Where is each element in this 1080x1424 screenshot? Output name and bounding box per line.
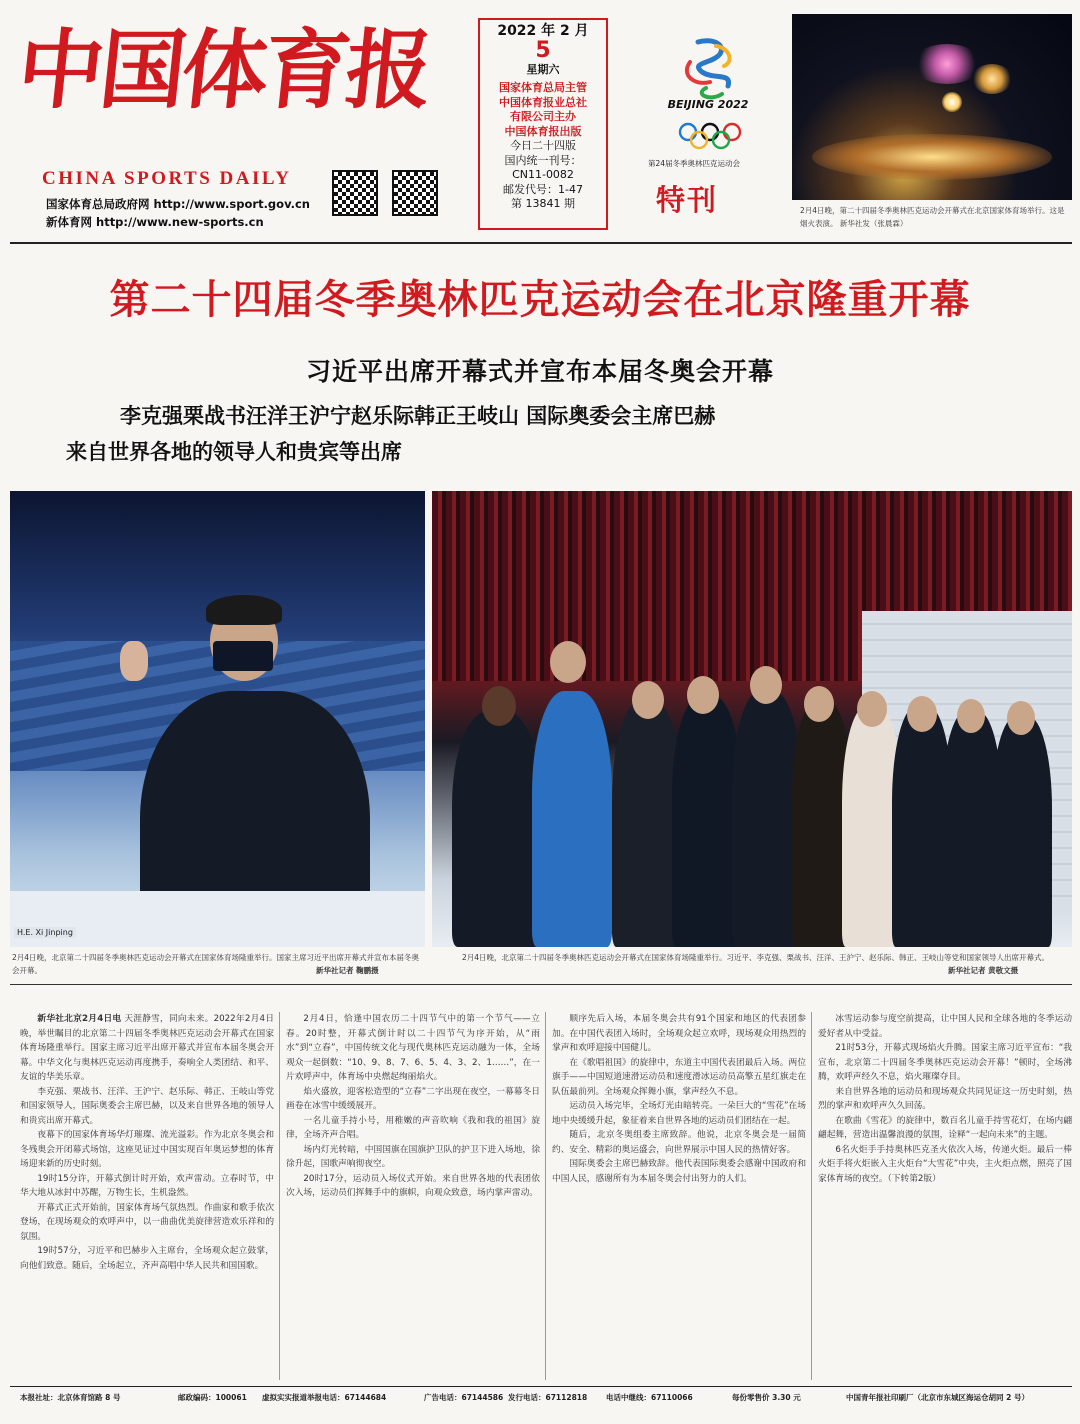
paragraph: 夜幕下的国家体育场华灯璀璨、流光溢彩。作为北京冬奥会和冬残奥会开闭幕式场馆，这座见证过中国实现百年奥运梦想的体育场迎来新的历史时刻。 [20, 1130, 274, 1169]
site-link-newsports[interactable]: 新体育网 http://www.new-sports.cn [46, 215, 264, 229]
paragraph: 天涯静雪，同向未来。2022年2月4日晚，举世瞩目的北京第二十四届冬季奥林匹克运动会开幕式在国家体育场隆重举行。国家主席习近平出席开幕式并宣布本届冬奥会开幕。中华文化与奥林匹克运动再度携手，奏响全人类团结、和平、友谊的华美乐章。 [20, 1014, 274, 1082]
paragraph: 李克强、栗战书、汪洋、王沪宁、赵乐际、韩正、王岐山等党和国家领导人，国际奥委会主席巴赫，以及来自世界各地的领导人和贵宾出席开幕式。 [20, 1086, 274, 1126]
cn-code: CN11-0082 [512, 168, 574, 181]
photo1-caption: 2月4日晚，北京第二十四届冬季奥林匹克运动会开幕式在国家体育场隆重举行。国家主席习近平出席开幕式并宣布本届冬奥会开幕。 [12, 953, 420, 975]
paragraph: 运动员入场完毕，全场灯光由暗转亮。一朵巨大的“雪花”在场地中央缓缓升起，象征着来自世界各地的运动员们团结在一起。 [552, 1101, 806, 1126]
masthead-title: 中国体育报 [12, 20, 434, 121]
photo1-credit: 新华社记者 鞠鹏摄 [316, 966, 379, 975]
page-count: 今日二十四版 [510, 139, 576, 152]
issue-weekday: 星期六 [526, 62, 560, 76]
site-link-sport[interactable]: 国家体育总局政府网 http://www.sport.gov.cn [46, 197, 310, 211]
footer-dist-phone: 发行电话：67112818 [508, 1393, 588, 1402]
footer-address: 本报社址：北京体育馆路 8 号 [20, 1393, 121, 1402]
publisher-line: 中国体育报业总社 [499, 95, 587, 109]
paragraph: 来自世界各地的运动员和现场观众共同见证这一历史时刻，热烈的掌声和欢呼声久久回荡。 [818, 1086, 1072, 1111]
publisher-line: 中国体育报出版 [504, 124, 582, 138]
footer-printer: 中国青年报社印刷厂（北京市东城区海运仓胡同 2 号） [846, 1393, 1029, 1402]
post-code: 邮发代号：1-47 [503, 182, 583, 196]
article-column-2 [286, 1012, 540, 1201]
paragraph: 21时53分，开幕式现场焰火升腾。国家主席习近平宣布：“我宣布，北京第二十四届冬季奥林匹克运动会开幕！”顿时，全场沸腾，欢呼声经久不息，焰火璀璨夺目。 [818, 1043, 1072, 1082]
special-edition-label: 特刊 [656, 183, 719, 217]
article-column-1 [20, 1012, 274, 1273]
issue-number: 第 13841 期 [511, 197, 575, 210]
paragraph: 在《歌唱祖国》的旋律中，东道主中国代表团最后入场。两位旗手——中国短道速滑运动员和速度滑冰运动员高擎五星红旗走在队伍最前列。全场观众挥舞小旗，掌声经久不息。 [552, 1057, 806, 1097]
subheadline-3: 来自世界各地的领导人和贵宾等出席 [66, 439, 402, 464]
footer-report-phone: 虚拟实实报道举报电话：67144684 [262, 1393, 387, 1402]
publisher-line: 国家体育总局主管 [499, 81, 587, 94]
footer-zip: 邮政编码：100061 [178, 1393, 247, 1402]
emblem-subtitle: 第24届冬季奥林匹克运动会 [648, 159, 741, 168]
paragraph: 19时15分许，开幕式倒计时开始，欢声雷动。立春时节，中华大地从冰封中苏醒，万物生长，生机盎然。 [20, 1173, 274, 1198]
article-column-3 [552, 1012, 806, 1186]
paragraph: 顺序先后入场，本届冬奥会共有91个国家和地区的代表团参加。在中国代表团入场时，全场观众起立欢呼，现场观众用热烈的掌声和欢呼迎接中国健儿。 [552, 1014, 806, 1053]
dateline: 新华社北京2月4日电 [37, 1014, 122, 1024]
nameplate: H.E. Xi Jinping [14, 927, 76, 938]
paragraph: 随后，北京冬奥组委主席致辞。他说，北京冬奥会是一届简约、安全、精彩的奥运盛会，向世界展示中国人民的热情好客。 [552, 1130, 806, 1155]
paragraph: 国际奥委会主席巴赫致辞。他代表国际奥委会感谢中国政府和中国人民，感谢所有为本届冬奥会付出努力的人们。 [552, 1159, 806, 1184]
paragraph: 场内灯光转暗，中国国旗在国旗护卫队的护卫下进入场地，徐徐升起，国歌声响彻夜空。 [286, 1144, 540, 1169]
beijing-2022-emblem-icon [650, 32, 770, 152]
footer-switch-phone: 电话中继线：67110066 [606, 1393, 693, 1402]
top-photo-caption: 2月4日晚，第二十四届冬季奥林匹克运动会开幕式在北京国家体育场举行。这是烟火表演。 新华社发（张晨霖） [800, 206, 1065, 228]
leaders-photo [432, 491, 1072, 947]
main-headline: 第二十四届冬季奥林匹克运动会在北京隆重开幕 [109, 277, 971, 323]
xi-jinping-photo [10, 491, 425, 947]
paragraph: 20时17分，运动员入场仪式开始。来自世界各地的代表团依次入场，运动员们挥舞手中的旗帜，向观众致意，场内掌声雷动。 [286, 1173, 540, 1198]
issue-day: 5 [535, 37, 551, 63]
paragraph: 在歌曲《雪花》的旋律中，数百名儿童手持雪花灯，在场内翩翩起舞，营造出温馨浪漫的氛围，诠释“一起向未来”的主题。 [818, 1115, 1072, 1140]
date-box [478, 18, 608, 230]
paragraph: 一名儿童手持小号，用稚嫩的声音吹响《我和我的祖国》旋律，全场齐声合唱。 [286, 1115, 540, 1140]
masthead-title-en: CHINA SPORTS DAILY [42, 168, 292, 189]
paragraph: 冰雪运动参与度空前提高，让中国人民和全球各地的冬季运动爱好者从中受益。 [818, 1014, 1072, 1039]
cn-label: 国内统一刊号： [504, 153, 582, 167]
paragraph: 开幕式正式开始前，国家体育场气氛热烈。作曲家和歌手依次登场，在现场观众的欢呼声中，以一曲曲优美旋律营造欢乐祥和的氛围。 [20, 1202, 274, 1242]
qr-code-icon[interactable] [332, 170, 378, 216]
paragraph: 2月4日，恰逢中国农历二十四节气中的第一个节气——立春。20时整，开幕式倒计时以二十四节气为序开始，从“雨水”到“立春”，中国传统文化与现代奥林匹克运动融为一体，全场观众一起倒数：“10、9、8、7、6、5、4、3、2、1……”，在一片欢呼声中，体育场中央燃起绚丽焰火。 [286, 1014, 540, 1082]
article-column-4 [818, 1012, 1072, 1186]
publisher-line: 有限公司主办 [510, 110, 576, 123]
subheadline-2: 李克强栗战书汪洋王沪宁赵乐际韩正王岐山 国际奥委会主席巴赫 [120, 403, 716, 428]
paragraph: 19时57分，习近平和巴赫步入主席台，全场观众起立鼓掌，向他们致意。随后，全场起立，齐声高唱中华人民共和国国歌。 [20, 1246, 274, 1271]
paragraph: 6名火炬手手持奥林匹克圣火依次入场，传递火炬。最后一棒火炬手将火炬嵌入主火炬台“大雪花”中央，主火炬点燃，照亮了国家体育场的夜空。（下转第2版） [818, 1144, 1072, 1184]
emblem-name: BEIJING 2022 [667, 98, 749, 111]
footer-ad-phone: 广告电话：67144586 [424, 1393, 504, 1402]
footer-price: 每份零售价 3.30 元 [732, 1393, 801, 1402]
issue-date: 2022 年 2 月 [497, 23, 589, 39]
fireworks-photo [792, 14, 1072, 200]
paragraph: 焰火盛放，迎客松造型的“立春”二字出现在夜空，一幕幕冬日画卷在冰雪中缓缓展开。 [286, 1086, 540, 1111]
qr-code-icon[interactable] [392, 170, 438, 216]
photo2-caption: 2月4日晚，北京第二十四届冬季奥林匹克运动会开幕式在国家体育场隆重举行。习近平、李克强、栗战书、汪洋、王沪宁、赵乐际、韩正、王岐山等党和国家领导人出席开幕式。 [462, 953, 1050, 962]
photo2-credit: 新华社记者 黄敬文摄 [948, 966, 1019, 975]
subheadline-1: 习近平出席开幕式并宣布本届冬奥会开幕 [305, 357, 774, 386]
